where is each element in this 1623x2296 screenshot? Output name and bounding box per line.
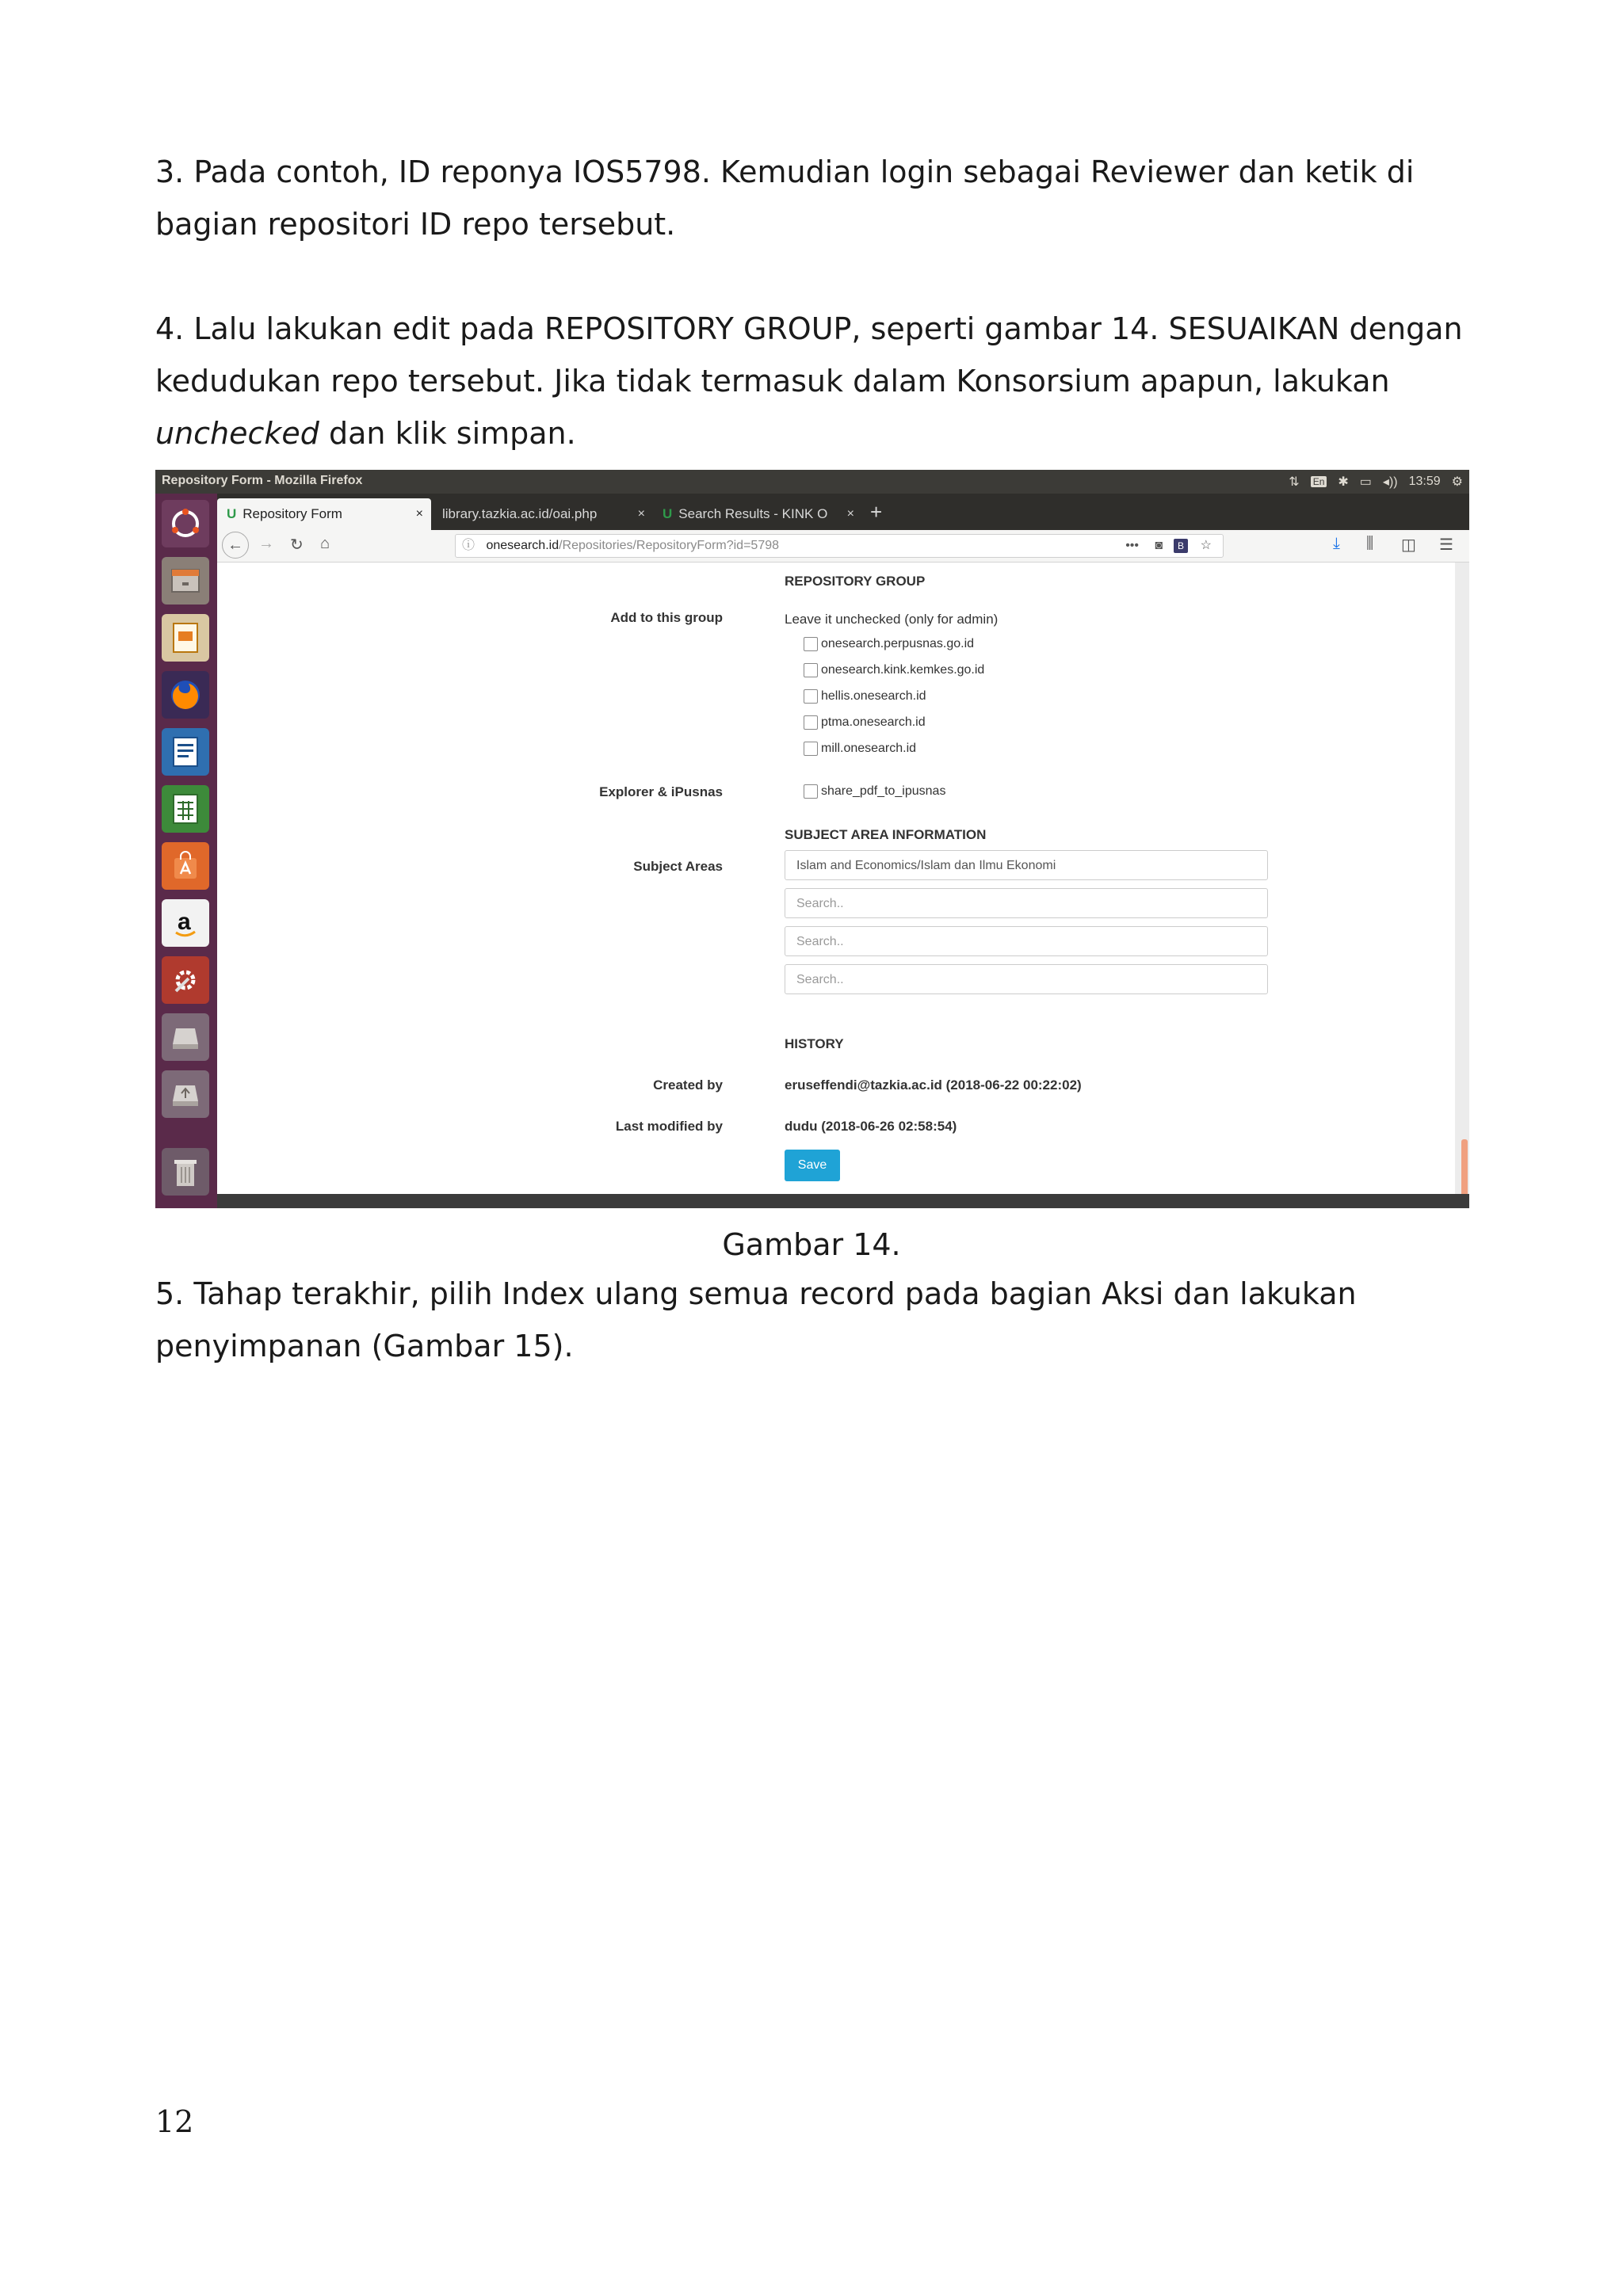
home-icon[interactable]: ⌂ xyxy=(320,535,330,552)
checkbox[interactable] xyxy=(804,637,818,651)
checkbox-label: onesearch.perpusnas.go.id xyxy=(821,637,975,650)
firefox-icon[interactable] xyxy=(162,671,209,719)
paragraph-line: 3. Pada contoh, ID reponya IOS5798. Kemudian login sebagai Reviewer dan ketik di xyxy=(155,154,1415,189)
checkbox-label: ptma.onesearch.id xyxy=(821,715,926,729)
explorer-label: Explorer & iPusnas xyxy=(599,784,723,799)
add-to-group-label: Add to this group xyxy=(610,610,723,625)
usb-drive-icon[interactable] xyxy=(162,1070,209,1118)
svg-text:a: a xyxy=(178,909,191,935)
gear-icon[interactable]: ⚙ xyxy=(1451,475,1463,489)
checkbox[interactable] xyxy=(804,689,818,704)
checkbox[interactable] xyxy=(804,784,818,799)
share-pdf-checkbox[interactable] xyxy=(804,784,945,799)
system-settings-icon[interactable] xyxy=(162,956,209,1004)
last-modified-label: Last modified by xyxy=(615,1119,723,1134)
checkbox-label: onesearch.kink.kemkes.go.id xyxy=(821,663,985,677)
checkbox-label: mill.onesearch.id xyxy=(821,742,917,755)
window-title: Repository Form - Mozilla Firefox xyxy=(162,474,363,487)
group-checkbox-ptma[interactable] xyxy=(804,715,926,730)
bookmark-star-icon[interactable]: ☆ xyxy=(1200,539,1212,552)
emphasis-text: unchecked xyxy=(155,416,319,451)
tab-repository-form[interactable] xyxy=(217,498,431,530)
download-icon[interactable]: ⤓ xyxy=(1333,535,1340,552)
file-manager-icon[interactable] xyxy=(162,557,209,605)
writer-app-icon[interactable] xyxy=(162,728,209,776)
checkbox-label: hellis.onesearch.id xyxy=(821,689,926,703)
group-checkbox-mill[interactable] xyxy=(804,742,916,756)
checkbox[interactable] xyxy=(804,742,818,756)
browser-navbar xyxy=(217,530,1469,563)
spreadsheet-app-icon[interactable] xyxy=(162,785,209,833)
tab-label: Repository Form xyxy=(242,506,342,521)
url-path: /Repositories/RepositoryForm?id=5798 xyxy=(559,539,780,552)
back-arrow-icon[interactable]: ← xyxy=(222,532,249,559)
url-host: onesearch.id xyxy=(486,539,559,552)
close-icon[interactable]: × xyxy=(415,507,423,521)
presentation-app-icon[interactable] xyxy=(162,614,209,662)
created-by-value: eruseffendi@tazkia.ac.id (2018-06-22 00:22:02) xyxy=(785,1077,1082,1093)
unity-launcher xyxy=(155,494,217,1208)
tab-oai[interactable] xyxy=(441,498,653,530)
network-icon[interactable]: ⇅ xyxy=(1289,475,1300,489)
group-checkbox-perpusnas[interactable] xyxy=(804,637,974,651)
paragraph-line: kedudukan repo tersebut. Jika tidak termasuk dalam Konsorsium apapun, lakukan xyxy=(155,364,1390,399)
paragraph-line xyxy=(155,407,1487,460)
keyboard-layout-indicator[interactable]: En xyxy=(1311,476,1327,487)
created-by-label: Created by xyxy=(653,1077,723,1093)
admin-hint: Leave it unchecked (only for admin) xyxy=(785,612,999,627)
pocket-icon[interactable]: ◙ xyxy=(1155,539,1163,552)
drive-icon[interactable] xyxy=(162,1013,209,1061)
group-checkbox-kink[interactable] xyxy=(804,663,984,677)
paragraph-step-4 xyxy=(155,303,1487,460)
subject-areas-label: Subject Areas xyxy=(633,859,723,874)
volume-icon[interactable]: ◂)) xyxy=(1382,475,1398,489)
paragraph-tail: dan klik simpan. xyxy=(319,416,576,451)
url-bar[interactable] xyxy=(455,534,1224,558)
library-icon[interactable]: ⫼ xyxy=(1366,535,1374,552)
page-content xyxy=(217,563,1455,1194)
subject-search-input[interactable]: Search.. xyxy=(785,926,1268,956)
subject-area-heading: SUBJECT AREA INFORMATION xyxy=(785,827,987,842)
figure-screenshot xyxy=(155,470,1469,1208)
page-scrollbar[interactable] xyxy=(1455,563,1469,1194)
checkbox[interactable] xyxy=(804,663,818,677)
site-favicon-icon: U xyxy=(663,506,673,521)
figure-caption: Gambar 14. xyxy=(722,1227,901,1262)
checkbox-label: share_pdf_to_ipusnas xyxy=(821,784,946,798)
extension-icon[interactable]: B xyxy=(1174,539,1188,553)
sidebar-icon[interactable]: ◫ xyxy=(1401,536,1416,554)
tab-label: Search Results - KINK O xyxy=(678,506,828,521)
paragraph-line: 4. Lalu lakukan edit pada REPOSITORY GROUP, seperti gambar 14. SESUAIKAN dengan xyxy=(155,311,1463,346)
paragraph-line: bagian repositori ID repo tersebut. xyxy=(155,207,676,242)
subject-search-input[interactable]: Search.. xyxy=(785,888,1268,918)
reload-icon[interactable]: ↻ xyxy=(290,536,304,554)
group-checkbox-hellis[interactable] xyxy=(804,689,926,704)
software-center-icon[interactable] xyxy=(162,842,209,890)
last-modified-value: dudu (2018-06-26 02:58:54) xyxy=(785,1119,957,1134)
tab-label: library.tazkia.ac.id/oai.php xyxy=(442,506,598,521)
trash-icon[interactable] xyxy=(162,1148,209,1196)
browser-tab-strip xyxy=(217,494,1469,530)
paragraph-step-5 xyxy=(155,1268,1487,1372)
bluetooth-icon[interactable]: ✱ xyxy=(1338,475,1349,489)
save-button[interactable]: Save xyxy=(785,1150,840,1181)
system-tray xyxy=(1289,474,1463,490)
checkbox[interactable] xyxy=(804,715,818,730)
battery-icon[interactable]: ▭ xyxy=(1359,475,1372,489)
history-heading: HISTORY xyxy=(785,1036,844,1051)
window-titlebar xyxy=(155,470,1469,494)
paragraph-line: penyimpanan (Gambar 15). xyxy=(155,1329,574,1363)
close-icon[interactable]: × xyxy=(637,507,645,521)
ubuntu-dash-icon[interactable] xyxy=(162,500,209,547)
info-icon[interactable]: ⓘ xyxy=(462,539,475,552)
paragraph-step-3 xyxy=(155,146,1487,250)
subject-search-input[interactable]: Search.. xyxy=(785,964,1268,994)
new-tab-button[interactable]: + xyxy=(870,500,883,524)
close-icon[interactable]: × xyxy=(846,507,854,521)
subject-area-input[interactable]: Islam and Economics/Islam dan Ilmu Ekonomi xyxy=(785,850,1268,880)
paragraph-line: 5. Tahap terakhir, pilih Index ulang semua record pada bagian Aksi dan lakukan xyxy=(155,1276,1357,1311)
amazon-icon[interactable] xyxy=(162,899,209,947)
tab-search-results[interactable] xyxy=(655,498,862,530)
page-number: 12 xyxy=(155,2104,194,2139)
clock[interactable]: 13:59 xyxy=(1408,475,1441,488)
page-actions-icon[interactable]: ••• xyxy=(1125,539,1139,552)
menu-icon[interactable]: ☰ xyxy=(1439,536,1453,554)
forward-arrow-icon[interactable]: → xyxy=(258,535,274,552)
site-favicon-icon: U xyxy=(227,506,237,521)
repository-group-heading: REPOSITORY GROUP xyxy=(785,574,926,589)
window-bottom-bar xyxy=(217,1194,1469,1208)
